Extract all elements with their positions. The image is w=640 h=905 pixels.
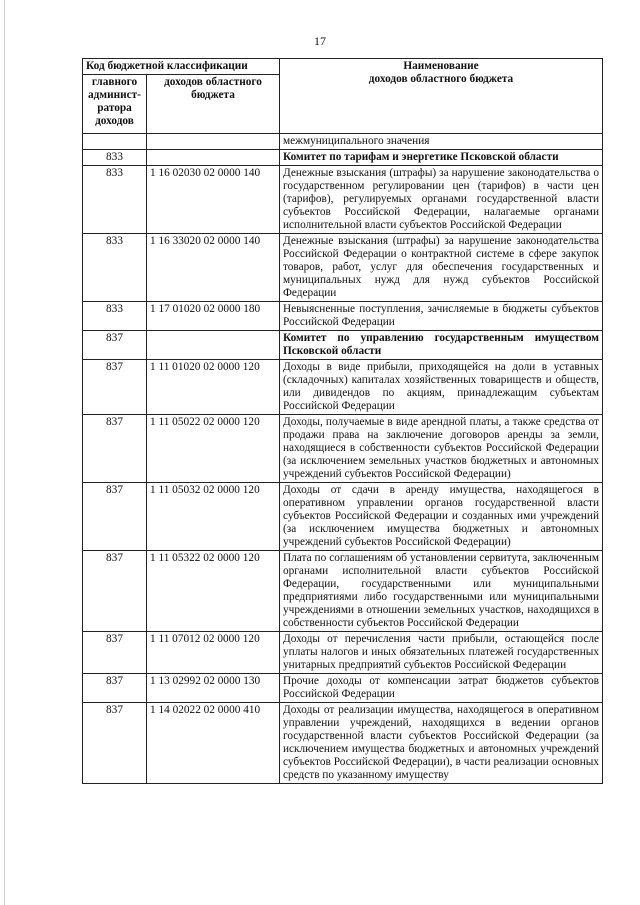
table-row [83,360,603,415]
cell-income-code: 1 13 02992 02 0000 130 [147,674,280,703]
cell-administrator-code: 837 [83,360,147,415]
cell-administrator-code: 833 [83,150,147,166]
cell-income-code: 1 11 05032 02 0000 120 [147,483,280,551]
cell-income-name: Доходы от перечисления части прибыли, остающейся после уплаты налогов и иных обязательных платежей государственных унитарных предприятий субъектов Российской Федерации [280,632,603,674]
cell-income-code: 1 14 02022 02 0000 410 [147,703,280,784]
cell-income-code: 1 11 07012 02 0000 120 [147,632,280,674]
cell-income-name: межмуниципального значения [280,134,603,150]
cell-income-code: 1 11 05022 02 0000 120 [147,415,280,483]
table-row [83,703,603,784]
header-income-name-line1: Наименование [403,60,479,72]
cell-income-name: Доходы в виде прибыли, приходящейся на доли в уставных (складочных) капиталах хозяйственных товариществ и обществ, или дивидендов по акциям, принадлежащим субъектам Российской Федерации [280,360,603,415]
cell-income-code: 1 16 02030 02 0000 140 [147,166,280,234]
header-classification-code: Код бюджетной классификации [83,59,280,75]
table-row [83,150,603,166]
cell-income-name: Доходы от сдачи в аренду имущества, находящегося в оперативном управлении органов государственной власти субъектов Российской Федерации и созданных ими учреждений (за исключением имущества бюджетных и автономных учреждений субъектов Российской Федерации) [280,483,603,551]
scan-edge-line [4,0,5,905]
page-number: 17 [314,34,326,48]
cell-administrator-code: 837 [83,632,147,674]
table-body [83,134,603,784]
cell-administrator-code: 833 [83,302,147,331]
table-row [83,483,603,551]
cell-administrator-code: 833 [83,166,147,234]
cell-administrator-code: 837 [83,415,147,483]
table-row [83,331,603,360]
cell-income-code: 1 11 01020 02 0000 120 [147,360,280,415]
table-row [83,551,603,632]
cell-income-name: Невыясненные поступления, зачисляемые в бюджеты субъектов Российской Федерации [280,302,603,331]
cell-income-name: Комитет по тарифам и энергетике Псковской области [280,150,603,166]
cell-administrator-code: 837 [83,483,147,551]
table-row [83,134,603,150]
cell-income-name: Плата по соглашениям об установлении сервитута, заключенным органами исполнительной власти субъектов Российской Федерации, государственными или муниципальными предприятиями либо государственными или муниципальными учреждениями в отношении земельных участков, находящихся в собственности субъектов Российской Федерации [280,551,603,632]
table-row [83,674,603,703]
header-income-name [280,59,603,134]
cell-administrator-code: 837 [83,703,147,784]
cell-income-name: Денежные взыскания (штрафы) за нарушение законодательства о государственном регулировании цен (тарифов) в части цен (тарифов), регулируемых органами государственной власти субъектов Российской Федерации, налагаемые органами исполнительной власти субъектов Российской Федерации [280,166,603,234]
table-row [83,234,603,302]
table-row [83,415,603,483]
cell-income-code: 1 16 33020 02 0000 140 [147,234,280,302]
cell-income-name: Доходы, получаемые в виде арендной платы, а также средства от продажи права на заключение договоров аренды за земли, находящиеся в собственности субъектов Российской Федерации (за исключением земельных участков бюджетных и автономных учреждений субъектов Российской Федерации) [280,415,603,483]
header-chief-administrator: главного админист-ратора доходов [83,75,147,134]
cell-income-code [147,331,280,360]
cell-income-name: Комитет по управлению государственным имуществом Псковской области [280,331,603,360]
cell-income-name: Денежные взыскания (штрафы) за нарушение законодательства Российской Федерации о контрактной системе в сфере закупок товаров, работ, услуг для обеспечения государственных и муниципальных нужд для нужд субъектов Российской Федерации [280,234,603,302]
cell-administrator-code [83,134,147,150]
cell-administrator-code: 837 [83,331,147,360]
header-income-code: доходов областного бюджета [147,75,280,134]
cell-income-code: 1 11 05322 02 0000 120 [147,551,280,632]
cell-administrator-code: 833 [83,234,147,302]
cell-income-code: 1 17 01020 02 0000 180 [147,302,280,331]
table-row [83,632,603,674]
cell-income-code [147,134,280,150]
table-row [83,302,603,331]
cell-income-code [147,150,280,166]
cell-administrator-code: 837 [83,551,147,632]
table-row [83,166,603,234]
cell-income-name: Доходы от реализации имущества, находящегося в оперативном управлении учреждений, находящихся в ведении органов государственной власти субъектов Российской Федерации (за исключением имущества бюджетных и автономных учреждений субъектов Российской Федерации), в части реализации основных средств по указанному имуществу [280,703,603,784]
budget-classification-table [82,58,603,784]
header-income-name-line2: доходов областного бюджета [368,73,514,85]
cell-income-name: Прочие доходы от компенсации затрат бюджетов субъектов Российской Федерации [280,674,603,703]
cell-administrator-code: 837 [83,674,147,703]
